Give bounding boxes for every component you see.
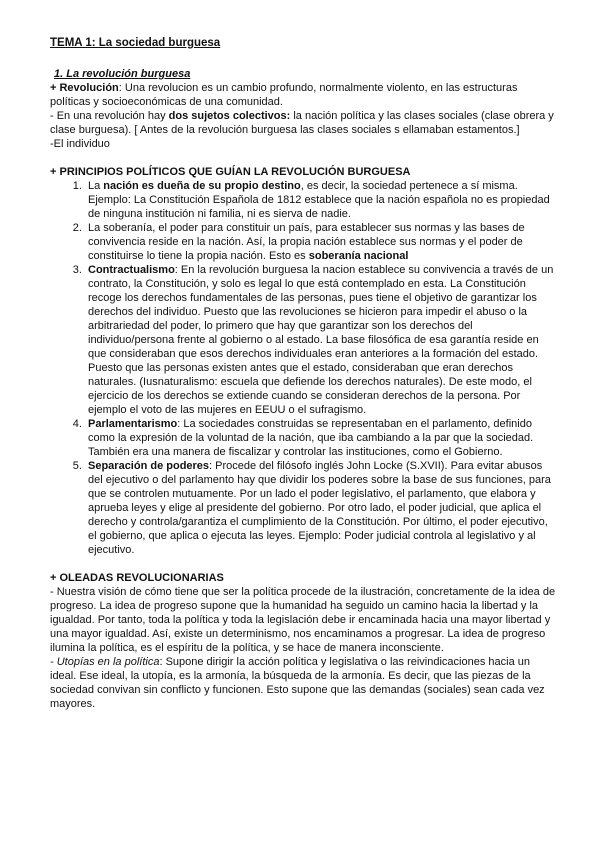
item-text: La [88,180,104,192]
section-heading: 1. La revolución burguesa [54,68,191,80]
principles-list [50,179,558,557]
section-principios-politicos [50,165,558,557]
section-revolucion-burguesa [50,67,558,151]
item-text: : En la revolución burguesa la nacion establece su convivencia a través de un contrato, la Constitución, y solo es legal lo que está contemplado en esta. La Constitución recoge los derechos fundamentales de las personas, pues tiene el objetivo de garantizar los derechos del individuo. Puesto que las revoluciones se hicieron para impedir el abuso o la arbitrariedad del poder, lo primero que hay que garantizar son los derechos del individuo/persona frente al gobierno o al estado. La base filosófica de esa garantía reside en que consideraban que esos derechos individuales eran anteriores a la formación del estado. Puesto que las personas existen antes que el estado, consideraban que eran derechos naturales. (Iusnaturalismo: escuela que defiende los derechos naturales). De este modo, el ejercicio de los derechos se extiende cuando se consideran derechos de la persona. Por ejemplo el voto de las mujeres en EEUU o el sufragismo. [88,264,554,416]
document-title: TEMA 1: La sociedad burguesa [50,37,221,49]
list-item [85,459,558,557]
paragraph-text: : Supone dirigir la acción política y legislativa o las reivindicaciones hacia un ideal. Ese ideal, la utopía, es la armonía, la búsqueda de la armonía. Es decir, que las piezas de la sociedad convivan sin conflicto y funcionen. Esto supone que las demandas (sociales) sean cada vez mayores. [50,656,545,710]
term-bold: dos sujetos colectivos: [168,110,291,122]
paragraph-text: - En una revolución hay [50,110,169,122]
term-bold: + Revolución [50,82,119,94]
list-item [85,221,558,263]
item-text: La soberanía, el poder para constituir un país, para establecer sus normas y las bases de convivencia reside en la nación. Así, la propia nación establece sus normas y el poder de constituirse lo tiene la propia nación. Esto es [88,222,525,262]
paragraph-text: : Una revolucion es un cambio profundo, normalmente violento, en las estructuras políticas y socioeconómicas de una comunidad. [50,82,518,108]
paragraph-utopias [50,655,558,711]
term-bold: Contractualismo [88,264,175,276]
section-heading: + PRINCIPIOS POLÍTICOS QUE GUÍAN LA REVOLUCIÓN BURGUESA [50,166,411,178]
section-heading: + OLEADAS REVOLUCIONARIAS [50,572,224,584]
paragraph-individuo: -El individuo [50,138,110,150]
term-bold: Separación de poderes [88,460,210,472]
term-bold: Parlamentarismo [88,418,178,430]
list-item [85,179,558,221]
item-text: : Procede del filósofo inglés John Locke (S.XVII). Para evitar abusos del ejecutivo o del parlamento hay que dividir los poderes sobre la base de sus funciones, para que se controlen mutuamente. Por un lado el poder legislativo, el parlamento, que elabora y aprueba leyes y elige al presidente del gobierno. Por otro lado, el poder judicial, que aplica el derecho y controla/garantiza el cumplimiento de la Constitución. Por último, el poder ejecutivo, el gobierno, que aplica o ejecuta las leyes. Ejemplo: Poder judicial controla al legislativo y al ejecutivo. [88,460,551,556]
paragraph-revolucion [50,81,558,109]
paragraph-text: la nación política y las clases sociales (clase obrera y clase burguesa). [ Antes de la revolución burguesa las clases sociales s ellamaban estamentos.] [50,110,554,136]
list-item [85,263,558,417]
paragraph-progreso: - Nuestra visión de cómo tiene que ser la política procede de la ilustración, concretamente de la idea de progreso. La idea de progreso supone que la humanidad ha seguido un camino hacia la libertad y la igualdad. Por tanto, toda la política y toda la legislación debe ir encaminada hacia una mayor libertad y una mayor igualdad. Así, existe un determinismo, nos encaminamos a progresar. La idea de progreso ilumina la política, es el espíritu de la política, y se hace de manera inconsciente. [50,586,556,654]
item-text: , es decir, la sociedad pertenece a sí misma. Ejemplo: La Constitución Española de 1812 establece que la nación española no es propiedad de ninguna institución ni familia, ni es sierva de nadie. [88,180,550,220]
spacer [50,557,558,571]
list-item [85,417,558,459]
term-bold: soberanía nacional [308,250,409,262]
item-text: : La sociedades construidas se representaban en el parlamento, definido como la expresión de la voluntad de la nación, que iba cambiando a la par que la sociedad. También era una manera de fiscalizar y controlar las instituciones, como el Gobierno. [88,418,534,458]
term-italic: - Utopías en la política [50,656,160,668]
paragraph-sujetos-colectivos [50,109,558,137]
spacer [50,151,558,165]
term-bold: nación es dueña de su propio destino [103,180,301,192]
section-oleadas-revolucionarias [50,571,558,711]
